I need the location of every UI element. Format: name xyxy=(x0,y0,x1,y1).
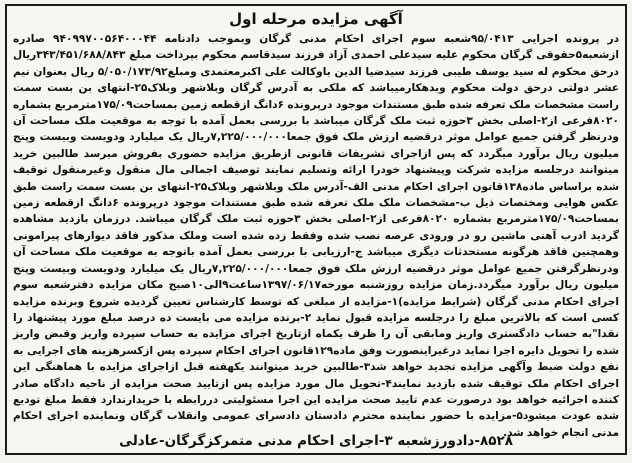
notice-body: در پرونده اجرایی ۹۵/۰۴۱۳شعبه سوم اجرای احکام مدنی گرگان وبموجب دادنامه ۹۴۰۹۹۷۰۰۵۶۴۰۰۰۴۴ صادره ازشعبه۵حقوقی گرگان محکوم علیه سیدعلی احمدی آزاد فرزند سیدقاسم محکوم بپرداخت مبلغ ۳۴۳/۴۵۱/۶۸۸/۸۴۳ریال درحق محکوم له سید یوسف طیبی فرزند سیدضیا الدین باوکالت علی اکبرمعتمدی ومبلغ۵/۰۵۰/۱۷۳/۹۲ ریال بعنوان نیم عشر دولتی درحق دولت محکوم وبدهکارمیباشد که ملکی به آدرس گرگان وبلاشهر وبلاک۲۵-انتهای بن بست سمت راست مشخصات ملک تعرفه شده طبق مستندات موجود درپرونده ۶دانگ ازقطعه زمین بمساحت۱۷۵/۰۹مترمربع بشماره ۸۰۲۰فرعی از۲-اصلی بخش ۳حوزه ثبت ملک گرگان میباشد با بررسی بعمل آمده با توجه به موقعیت ملک مساحت آن ودرنظر گرفتن جمیع عوامل موثر درقضیه ارزش ملک فوق جمعا۷,۲۲۵/۰۰۰/۰۰۰ریال یک میلیارد ودویست وبیست وپنج میلیون ریال برآورد میگردد که پس ازاجرای تشریفات قانونی ازطریق مزایده حضوری بفروش میرسد طالبین خرید میتوانند درجلسه مزایده شرکت وپیشنهاد خودرا ارائه وتسلیم نمایند توصیف اجمالی مال منقول وغیرمنقول توقیف شده براساس ماده۱۳۸قانون اجرای احکام مدنی الف-آدرس ملک وبلاشهر وبلاک۲۵-انتهای بن بست سمت راست طبق عکس هوایی ومختصات ذیل ب-مشخصات ملک ملک تعرفه شده طبق مستندات موجود درپرونده ۶دانگ ازقطعه زمین بمساحت۱۷۵/۰۹مترمربع بشماره ۸۰۲۰فرعی از۲-اصلی بخش ۳حوزه ثبت ملک گرگان میباشد. درزمان بازدید مشاهده گردید ادرب آهنی ماشین رو در ورودی عرصه نصب شده وفقط زده شده است وملک مذکور فاقد دیوارهای پیرامونی وهمچنین فاقد هرگونه مستحدثات دیگری میباشد ج-ارزیابی با بررسی بعمل آمده باتوجه به موقعیت ملک مساحت آن ودرنظرگرفتن جمیع عوامل موثر درقضیه ارزش ملک فوق جمعا۷,۲۲۵/۰۰۰/۰۰۰ریال یک میلیارد ودویست وبیست وپنج میلیون ریال برآورد میگردد.زمان مزایده روزشنبه مورخه۱۳۹۷/۰۶/۱۷ساعت۹الی۱۰صبح مکان مزایده دفترشعبه سوم اجرای احکام مدنی گرگان (شرایط مزایده)۱-مزایده از مبلغی که توسط کارشناس تعیین گردیده شروع وبرنده مزایده کسی است که بالاترین مبلغ را درجلسه مزایده قبول نماید ۲-برنده مزایده می بایست ده درصد مبلغ مورد پیشنهاد را نقدا"به حساب دادگستری واریز ومابقی آن را ظرف یکماه ازتاریخ اجرای مزایده به حساب سپرده واریز وقبض واریز شده را تحویل دایره اجرا نماید درغیراینصورت وفق ماده۱۲۹قانون اجرای احکام سپرده پس ازکسرهزینه های اجرایی به نفع دولت ضبط وآگهی مزایده تجدید خواهد شد۳-طالبین خرید میتوانند یکهفته قبل ازاجرای مزایده با هماهنگی این اجرای احکام ملک توقیف شده بازدید نمایند۴-تحویل مال مورد مزایده پس ازتایید صحت مزایده از ناحیه دادگاه صادر کننده اجرائیه خواهد بود درصورت عدم تایید صحت مزایده این اجرا مسئولیتی دررابطه با خریدارندارد فقط مبلغ تودیع شده عودت میشود۵-مزایده با حضور نماینده محترم دادستان دادسرای عمومی وانقلاب گرگان ونماینده اجرای احکام مدنی انجام خواهد شد. xyxy=(13,33,620,439)
notice-title: آگهی مزایده مرحله اول xyxy=(229,10,403,28)
auction-notice xyxy=(5,4,627,455)
notice-signature: ۸۵۲۸-دادورزشعبه ۳-اجرای احکام مدنی متمرکزگرگان-عادلی xyxy=(119,433,513,449)
